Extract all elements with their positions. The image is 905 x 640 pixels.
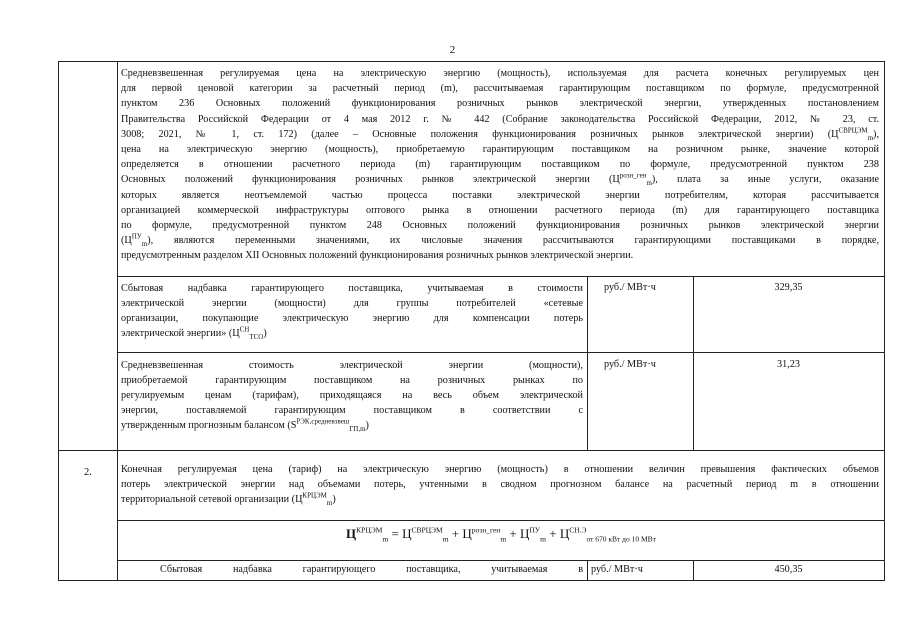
row3-line: регулируемым ценам (тарифам), приходящаяся на весь объем электрической — [121, 390, 583, 401]
symbol-superscript: розн_ген — [619, 172, 647, 181]
row1-line: 3008; 2021, № 1, ст. 172) (далее – Основные положения функционирования розничных рынков электрической энергии) $(Ц^{СВРЦЭМ}_m)$, — [121, 126, 879, 142]
row3-line: приобретаемой гарантирующим поставщиком на розничных рынках по — [121, 375, 583, 386]
symbol-subscript: m — [326, 499, 333, 508]
row5-value: 450,35 — [774, 564, 803, 575]
row4-line: территориальной сетевой организации $(Ц^{КРЦЭМ}_m)$ — [121, 491, 336, 508]
row1-line: $(Ц^{ПУ}_m)$, являются переменными значениями, их числовые значения рассчитываются гарантирующими поставщиками в порядке, — [121, 232, 879, 249]
row4-number: 2. — [84, 467, 92, 478]
table-border-right — [884, 61, 885, 580]
row2-line: организации, покупающие электрическую энергию для компенсации потерь — [121, 313, 583, 324]
row1-text — [121, 66, 879, 264]
symbol-superscript: ПУ — [131, 232, 142, 241]
row4-line: Конечная регулируемая цена (тариф) на электрическую энергию (мощность) в отношении величин превышения фактических объемов — [121, 464, 879, 475]
table-border-left — [58, 61, 59, 580]
row1-line: которых является неотъемлемой частью процесса поставки электрической энергии потребителям, которая рассчитывается — [121, 189, 879, 201]
symbol-subscript: ГП,m — [349, 425, 366, 434]
row1-line: Основных положений функционирования розничных рынков электрической энергии $(Ц^{розн\_ген}_m)$, плата за иные услуги, оказание — [121, 172, 880, 188]
row2-value: 329,35 — [774, 282, 803, 293]
row-separator-1 — [117, 276, 885, 277]
row3-unit: руб./ МВт·ч — [604, 359, 656, 370]
formula: $Ц^{КРЦЭМ}_m = Ц^{СВРЦЭМ}_m + Ц^{розн\_ген}_m + Ц^{ПУ}_m + Ц^{СН.Э}_{от 670 кВт до 10 МВт}$ — [346, 525, 656, 544]
page-number: 2 — [449, 44, 456, 56]
symbol-subscript: m — [141, 240, 148, 249]
table-border-top — [58, 61, 885, 62]
symbol-subscript: m — [867, 133, 874, 142]
row2-line: электрической энергии» $(Ц^{СН}_{ТСО})$ — [121, 325, 267, 342]
row-separator-4 — [117, 520, 885, 521]
row3-line: Средневзвешенная стоимость электрической энергии (мощности), — [121, 360, 583, 371]
row-separator-5 — [117, 560, 885, 561]
row5-text: Сбытовая надбавка гарантирующего поставщика, учитываемая в — [160, 564, 583, 575]
row2-text — [121, 281, 583, 341]
row1-line: пунктом 236 Основных положений функционирования розничных рынков электрической энергии, утвержденных постановлением — [121, 98, 879, 110]
symbol-subscript: ТСО — [249, 333, 264, 342]
table-column-divider-2b — [587, 560, 588, 580]
row4-text — [121, 462, 879, 507]
row2-line: Сбытовая надбавка гарантирующего поставщика, учитываемая в стоимости — [121, 283, 583, 294]
row1-line: организацией коммерческой инфраструктуры оптового рынка в отношении расчетного периода (m) для гарантирующего поставщика — [121, 204, 879, 216]
row3-value: 31,23 — [777, 359, 800, 370]
row5-unit: руб./ МВт·ч — [591, 564, 643, 575]
row1-line: по формуле, предусмотренной пунктом 248 Основных положений функционирования розничных рынков электрической энергии — [121, 220, 879, 232]
row-separator-2 — [117, 352, 885, 353]
row1-line: цена на электрическую энергию (мощность), приобретаемую гарантирующим поставщиком на розничном рынке, значение которой — [121, 144, 879, 156]
table-border-bottom — [58, 580, 885, 581]
symbol-subscript: m — [646, 179, 652, 188]
symbol-superscript: СВРЦЭМ — [838, 126, 868, 135]
row1-line: для первой ценовой категории за расчетный период (m), рассчитываемая гарантирующим поставщиком по формуле, предусмотренной — [121, 83, 879, 95]
row3-line: утвержденным прогнозным балансом $(S^{РЭК,средневзвеш}_{ГП,m})$ — [121, 417, 369, 434]
row-separator-3 — [58, 450, 885, 451]
row4-line: потерь электрической энергии над объемами потерь, учтенными в сводном прогнозном балансе на расчетный период m в отношении — [121, 479, 879, 490]
row1-line: Средневзвешенная регулируемая цена на электрическую энергию (мощность), используемая для расчета конечных регулируемых цен — [121, 68, 879, 79]
row2-line: электрической энергии (мощности) для группы потребителей «сетевые — [121, 298, 583, 309]
symbol-superscript: РЭК,средневзвеш — [296, 417, 350, 426]
table-column-divider-2 — [587, 276, 588, 450]
row1-line: определяется в отношении расчетного периода (m) гарантирующим поставщиком по формуле, предусмотренной пунктом 238 — [121, 159, 879, 171]
table-column-divider-1 — [117, 61, 118, 580]
row1-line: предусмотренным разделом XII Основных положений функционирования розничных рынков электрической энергии. — [121, 250, 634, 262]
row2-unit: руб./ МВт·ч — [604, 282, 656, 293]
symbol-superscript: СН — [239, 325, 250, 334]
symbol-superscript: КРЦЭМ — [302, 491, 327, 500]
row3-line: энергии, поставляемой гарантирующим поставщиком в соответствии с — [121, 405, 583, 416]
row3-text — [121, 358, 583, 433]
row1-line: Правительства Российской Федерации от 4 мая 2012 г. № 442 (Собрание законодательства Российской Федерации, 2012, № 23, ст. — [121, 113, 879, 125]
